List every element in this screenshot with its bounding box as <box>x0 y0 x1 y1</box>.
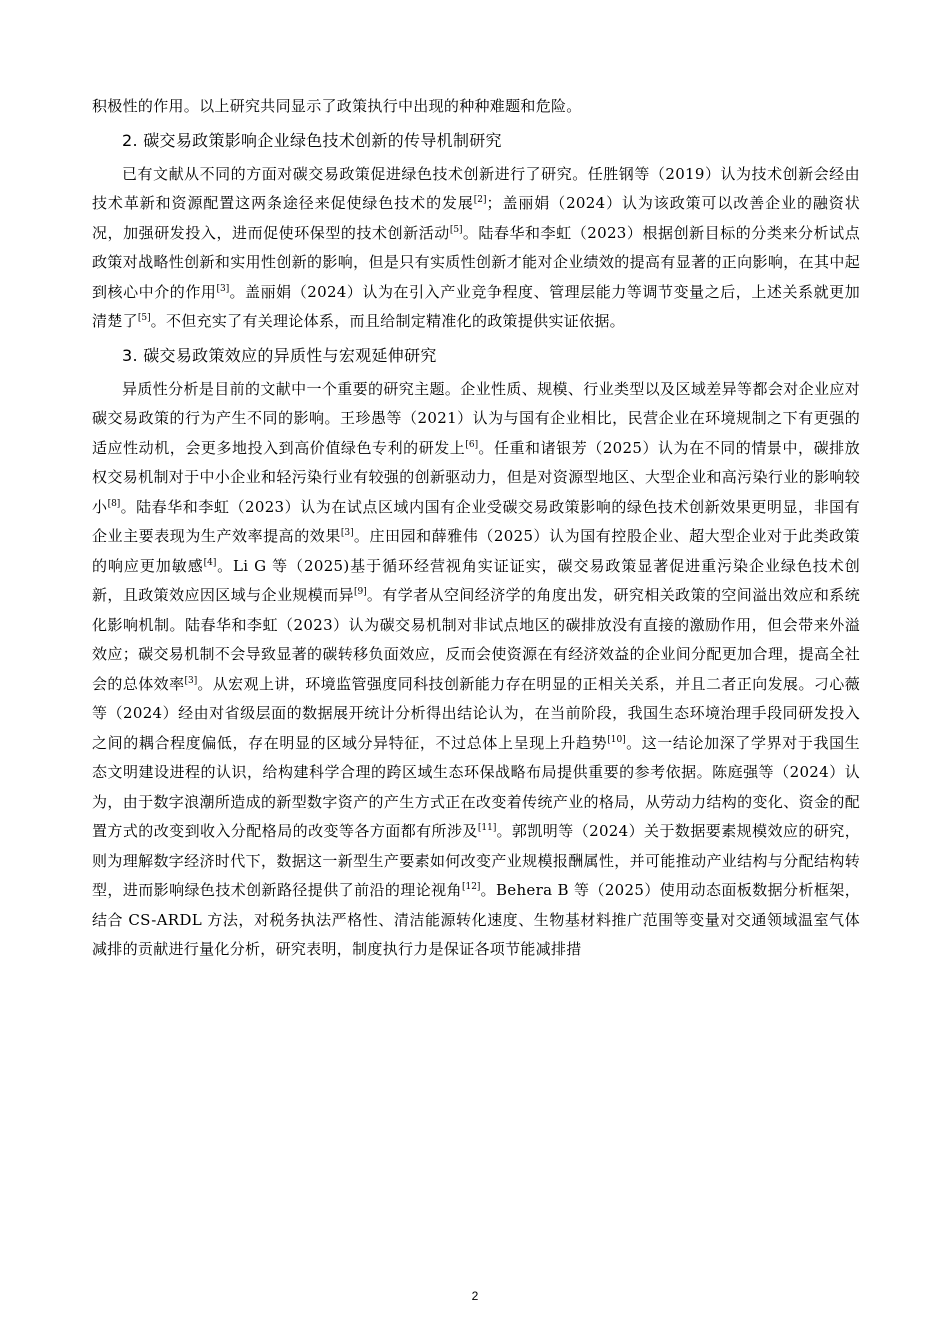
citation-reference: [2] <box>473 195 487 205</box>
section-heading: 3. 碳交易政策效应的异质性与宏观延伸研究 <box>122 345 437 365</box>
paragraph-text: 。从宏观上讲，环境监管强度同科技创新能力存在明显的正相关关系，并且二者正向发展。刁心薇等（2024）经由对省级层面的数据展开统计分析得出结论认为，在当前阶段，我国生态环境治理手段同研发投入之间的耦合程度偏低，存在明显的区域分异特征，不过总体上呈现上升趋势 <box>92 674 860 752</box>
paragraph-text: 。陆春华和李虹（2023）认为在试点区域内国有企业受碳交易政策影响的绿色技术创新效果更明显，非国有企业主要表现为生产效率提高的效果 <box>92 497 860 545</box>
citation-reference: [10] <box>607 734 626 745</box>
paragraph-text: 。庄田园和薛雅伟（2025）认为国有控股企业、超大型企业对于此类政策的响应更加敏感 <box>92 527 860 575</box>
paragraph-text: 。郭凯明等（2024）关于数据要素规模效应的研究，则为理解数字经济时代下，数据这一新型生产要素如何改变产业规模报酬属性，并可能推动产业结构与分配结构转型，进而影响绿色技术创新路径提供了前沿的理论视角 <box>92 822 860 899</box>
citation-reference: [8] <box>107 498 121 509</box>
paragraph-text: 。任重和诸银芳（2025）认为在不同的情景中，碳排放权交易机制对于中小企业和轻污染行业有较强的创新驱动力，但是对资源型地区、大型企业和高污染行业的影响较小 <box>92 438 861 516</box>
paragraph-text: 。有学者从空间经济学的角度出发，研究相关政策的空间溢出效应和系统化影响机制。陆春华和李虹（2023）认为碳交易机制对非试点地区的碳排放没有直接的激励作用，但会带来外溢效应；碳交易机制不会导致显著的碳转移负面效应，反而会使资源在有经济效益的企业间分配更加合理，提高全社会的总体效率 <box>92 586 860 693</box>
page-number: 2 <box>471 1289 479 1303</box>
citation-reference: [4] <box>203 557 217 568</box>
paragraph-text: 。不但充实了有关理论体系，而且给制定精准化的政策提供实证依据。 <box>150 312 625 330</box>
paragraph-text: 。陆春华和李虹（2023）根据创新目标的分类来分析试点政策对战略性创新和实用性创新的影响，但是只有实质性创新才能对企业绩效的提高有显著的正向影响，在其中起到核心中介的作用 <box>92 223 860 301</box>
section-heading: 2. 碳交易政策影响企业绿色技术创新的传导机制研究 <box>122 130 502 150</box>
sections-container <box>92 122 860 965</box>
citation-reference: [3] <box>340 528 354 538</box>
citation-reference: [5] <box>137 313 151 323</box>
citation-reference: [3] <box>184 675 198 686</box>
citation-reference: [5] <box>449 224 463 235</box>
section-paragraph <box>92 375 860 965</box>
citation-reference: [3] <box>216 283 230 294</box>
paragraph-text: 。盖丽娟（2024）认为在引入产业竞争程度、管理层能力等调节变量之后，上述关系就更加清楚了 <box>92 282 861 330</box>
citation-reference: [11] <box>477 823 497 833</box>
citation-reference: [9] <box>354 587 367 597</box>
paragraph-text: 。这一结论加深了学界对于我国生态文明建设进程的认识，给构建科学合理的跨区域生态环保战略布局提供重要的参考依据。陈庭强等（2024）认为，由于数字浪潮所造成的新型数字资产的产生方式正在改变着传统产业的格局，从劳动力结构的变化、资金的配置方式的改变到收入分配格局的改变等各方面都有所涉及 <box>92 733 860 840</box>
body-text <box>92 92 860 965</box>
intro-paragraph: 积极性的作用。以上研究共同显示了政策执行中出现的种种难题和危险。 <box>92 97 582 115</box>
citation-reference: [12] <box>461 882 481 892</box>
paragraph-text: 异质性分析是目前的文献中一个重要的研究主题。企业性质、规模、行业类型以及区域差异等都会对企业应对碳交易政策的行为产生不同的影响。王珍愚等（2021）认为与国有企业相比，民营企业在环境规制之下有更强的适应性动机，会更多地投入到高价值绿色专利的研发上 <box>92 379 860 457</box>
citation-reference: [6] <box>465 439 479 450</box>
paragraph-text: ；盖丽娟（2024）认为该政策可以改善企业的融资状况，加强研发投入，进而促使环保型的技术创新活动 <box>92 194 860 242</box>
paragraph-text: 已有文献从不同的方面对碳交易政策促进绿色技术创新进行了研究。任胜钢等（2019）认为技术创新会经由技术革新和资源配置这两条途径来促使绿色技术的发展 <box>92 164 860 212</box>
paragraph-text: 。Behera B 等（2025）使用动态面板数据分析框架，结合 CS-ARDL 方法，对税务执法严格性、清洁能源转化速度、生物基材料推广范围等变量对交通领域温室气体减排的贡献进行量化分析，研究表明，制度执行力是保证各项节能减排措 <box>92 881 861 958</box>
paragraph-text: 。Li G 等（2025)基于循环经营视角实证证实，碳交易政策显著促进重污染企业绿色技术创新，且政策效应因区域与企业规模而异 <box>92 556 860 604</box>
section-paragraph <box>92 160 860 337</box>
